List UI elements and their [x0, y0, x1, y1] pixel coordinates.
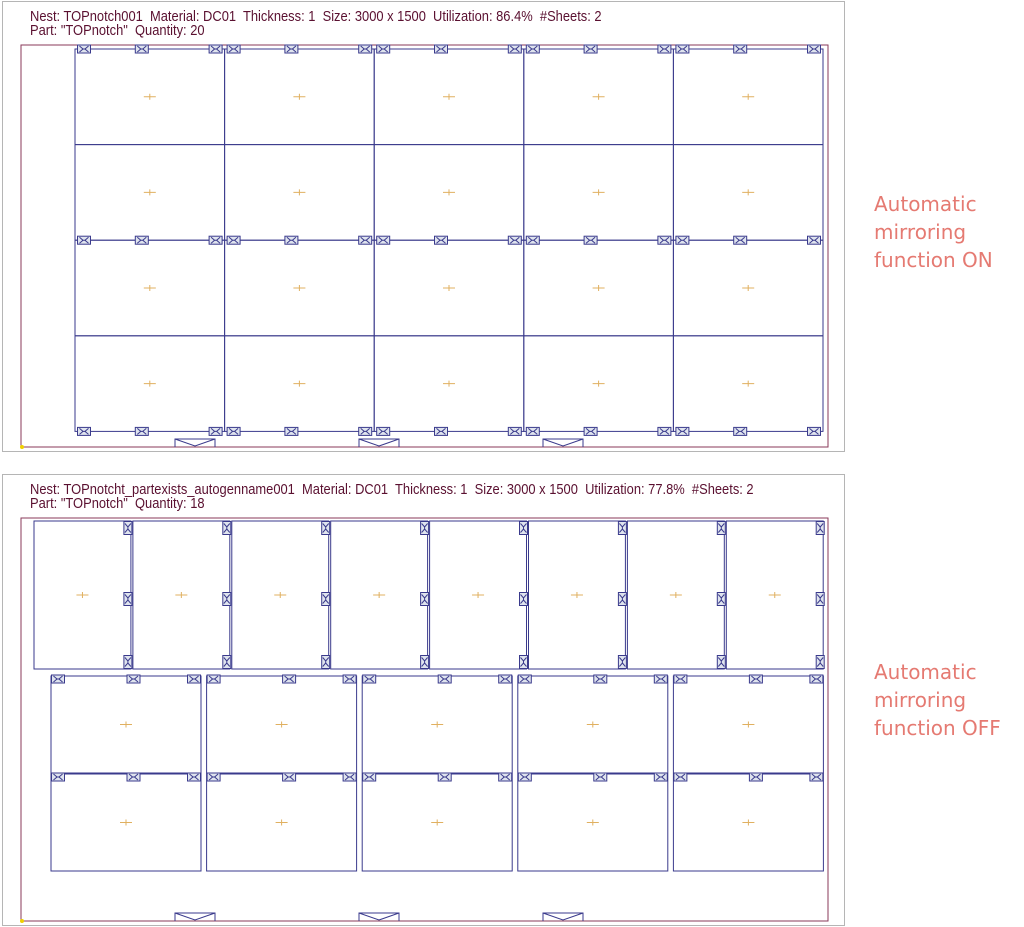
part-center-mark — [431, 820, 443, 826]
sheet-origin-marker — [20, 445, 24, 449]
part-name: Part: "TOPnotch" — [30, 22, 128, 39]
utilization: Utilization: 77.8% — [585, 481, 685, 498]
thickness: Thickness: 1 — [395, 481, 468, 498]
caption-mirroring-on — [874, 190, 993, 274]
clamp-symbol — [175, 439, 215, 447]
nest-name: Nest: TOPnotcht_partexists_autogenname001 — [30, 481, 295, 498]
part-center-mark — [293, 285, 305, 291]
part-center-mark — [175, 592, 187, 598]
caption-line: Automatic — [874, 192, 977, 216]
part-center-mark — [670, 592, 682, 598]
part-center-mark — [293, 381, 305, 387]
part-center-mark — [293, 189, 305, 195]
part-center-mark — [431, 722, 443, 728]
part-center-mark — [571, 592, 583, 598]
utilization: Utilization: 86.4% — [433, 8, 533, 25]
part-center-mark — [373, 592, 385, 598]
part-center-mark — [593, 381, 605, 387]
caption-line: mirroring — [874, 688, 967, 712]
clamp-symbol — [359, 913, 399, 921]
part-center-mark — [144, 285, 156, 291]
clamp-symbol — [543, 913, 583, 921]
part-center-mark — [742, 189, 754, 195]
part-center-mark — [144, 381, 156, 387]
sheet-count: #Sheets: 2 — [539, 8, 602, 25]
part-center-mark — [742, 820, 754, 826]
part-center-mark — [472, 592, 484, 598]
part-center-mark — [274, 592, 286, 598]
sheet-origin-marker — [20, 919, 24, 923]
material: Material: DC01 — [150, 8, 237, 25]
part-quantity: Quantity: 18 — [135, 495, 205, 512]
caption-line: mirroring — [874, 220, 967, 244]
part-center-mark — [293, 94, 305, 100]
sheet-size: Size: 3000 x 1500 — [474, 481, 578, 498]
part-quantity: Quantity: 20 — [135, 22, 205, 39]
part-center-mark — [742, 94, 754, 100]
part-center-mark — [742, 722, 754, 728]
thickness: Thickness: 1 — [242, 8, 316, 25]
caption-line: Automatic — [874, 660, 977, 684]
part-center-mark — [593, 285, 605, 291]
part-center-mark — [593, 94, 605, 100]
material: Material: DC01 — [302, 481, 389, 498]
part-center-mark — [593, 189, 605, 195]
part-center-mark — [587, 722, 599, 728]
nest-panel-mirroring-on — [2, 1, 845, 452]
caption-mirroring-off — [874, 658, 1001, 742]
part-center-mark — [742, 381, 754, 387]
clamp-symbol — [543, 439, 583, 447]
part-center-mark — [443, 189, 455, 195]
part-center-mark — [443, 285, 455, 291]
part-center-mark — [587, 820, 599, 826]
part-center-mark — [443, 381, 455, 387]
sheet-outline — [21, 518, 828, 921]
nest-panel-mirroring-off — [2, 474, 845, 926]
caption-line: function OFF — [874, 716, 1001, 740]
nest-drawing — [3, 2, 846, 453]
part-center-mark — [276, 722, 288, 728]
part-center-mark — [144, 189, 156, 195]
clamp-symbol — [359, 439, 399, 447]
nest-name: Nest: TOPnotch001 — [30, 8, 143, 25]
nest-drawing — [3, 475, 846, 927]
part-center-mark — [144, 94, 156, 100]
sheet-outline — [21, 45, 828, 447]
part-center-mark — [742, 285, 754, 291]
part-center-mark — [120, 820, 132, 826]
part-name: Part: "TOPnotch" — [30, 495, 128, 512]
sheet-count: #Sheets: 2 — [691, 481, 754, 498]
part-center-mark — [276, 820, 288, 826]
part-center-mark — [769, 592, 781, 598]
part-center-mark — [443, 94, 455, 100]
sheet-size: Size: 3000 x 1500 — [322, 8, 426, 25]
part-center-mark — [76, 592, 88, 598]
caption-line: function ON — [874, 248, 993, 272]
clamp-symbol — [175, 913, 215, 921]
part-center-mark — [120, 722, 132, 728]
